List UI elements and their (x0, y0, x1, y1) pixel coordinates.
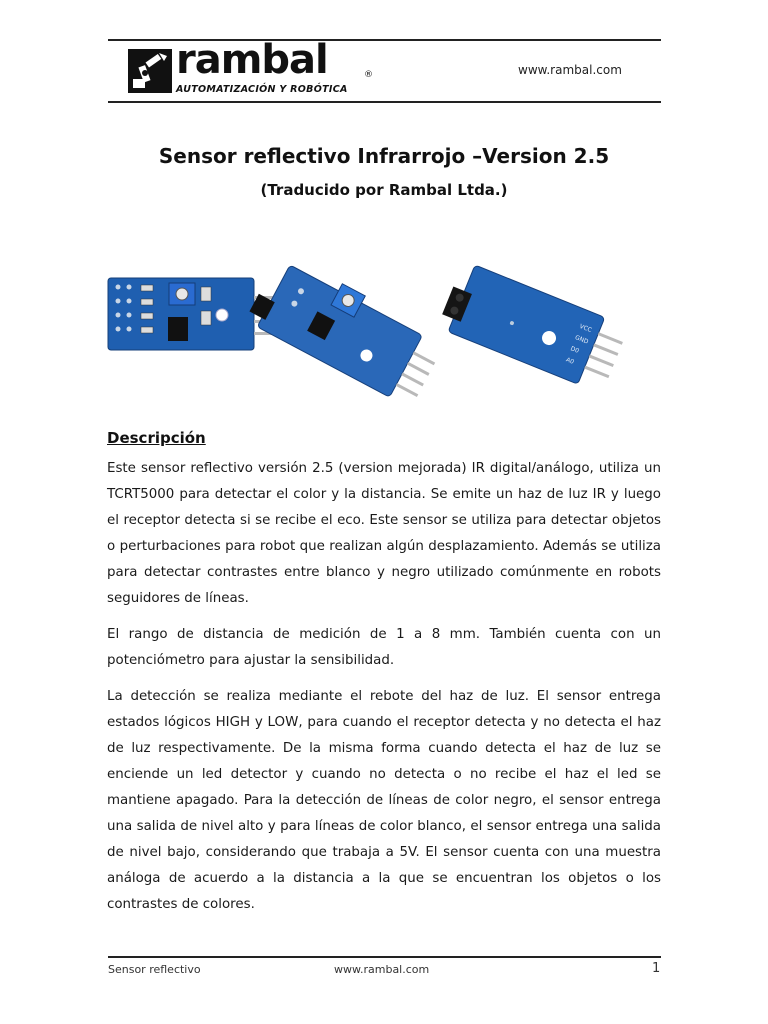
document-title: Sensor reflectivo Infrarrojo –Version 2.5 (158, 144, 610, 168)
footer-doc-name: Sensor reflectivo (108, 963, 201, 976)
sensor-board-bottom-view (437, 261, 629, 394)
sensor-board-top-view (108, 278, 280, 350)
pin-label-d0: D0 (569, 345, 580, 355)
registered-mark: ® (364, 70, 373, 80)
logo-wordmark: rambal (176, 37, 328, 83)
page-number: 1 (652, 961, 661, 976)
logo-tagline: AUTOMATIZACIÓN Y ROBÓTICA (176, 84, 348, 95)
pin-label-vcc: VCC (578, 322, 593, 335)
footer-url[interactable]: www.rambal.com (334, 963, 430, 976)
footer-rule (108, 956, 661, 958)
pin-label-a0: A0 (564, 356, 575, 366)
header-bottom-rule (108, 101, 661, 103)
paragraph: La detección se realiza mediante el rebote del haz de luz. El sensor entrega estados lógicos HIGH y LOW, para cuando el receptor detecta y no detecta el haz de luz respectivamente. De la misma forma cuando detecta el haz de luz se enciende un led detector y cuando no detecta o no recibe el haz el led se mantiene apagado. Para la detección de líneas de color negro, el sensor entrega una salida de nivel alto y para líneas de color blanco, el sensor entrega una salida de nivel bajo, considerando que trabaja a 5V. El sensor cuenta con una muestra análoga de acuerdo a la distancia a la que se encuentran los objetos o los contrastes de colores. (107, 689, 661, 912)
robot-arm-icon (128, 49, 172, 93)
paragraph: El rango de distancia de medición de 1 a 8 mm. También cuenta con un potenciómetro para ajustar la sensibilidad. (107, 627, 661, 668)
sensor-board-angled-view (245, 251, 448, 400)
paragraph: Este sensor reflectivo versión 2.5 (version mejorada) IR digital/análogo, utiliza un TCRT5000 para detectar el color y la distancia. Se emite un haz de luz IR y luego el receptor detecta si se recibe el eco. Este sensor se utiliza para detectar objetos o perturbaciones para robot que realizan algún desplazamiento. Además se utiliza para detectar contrastes entre blanco y negro utilizado comúnmente en robots seguidores de líneas. (107, 461, 661, 606)
pin-label-gnd: GND (573, 334, 590, 346)
rambal-logo (128, 37, 373, 98)
header-url[interactable]: www.rambal.com (518, 63, 622, 77)
sensor-module-photo (105, 225, 635, 400)
document-subtitle: (Traducido por Rambal Ltda.) (260, 181, 508, 199)
section-heading: Descripción (107, 429, 206, 447)
